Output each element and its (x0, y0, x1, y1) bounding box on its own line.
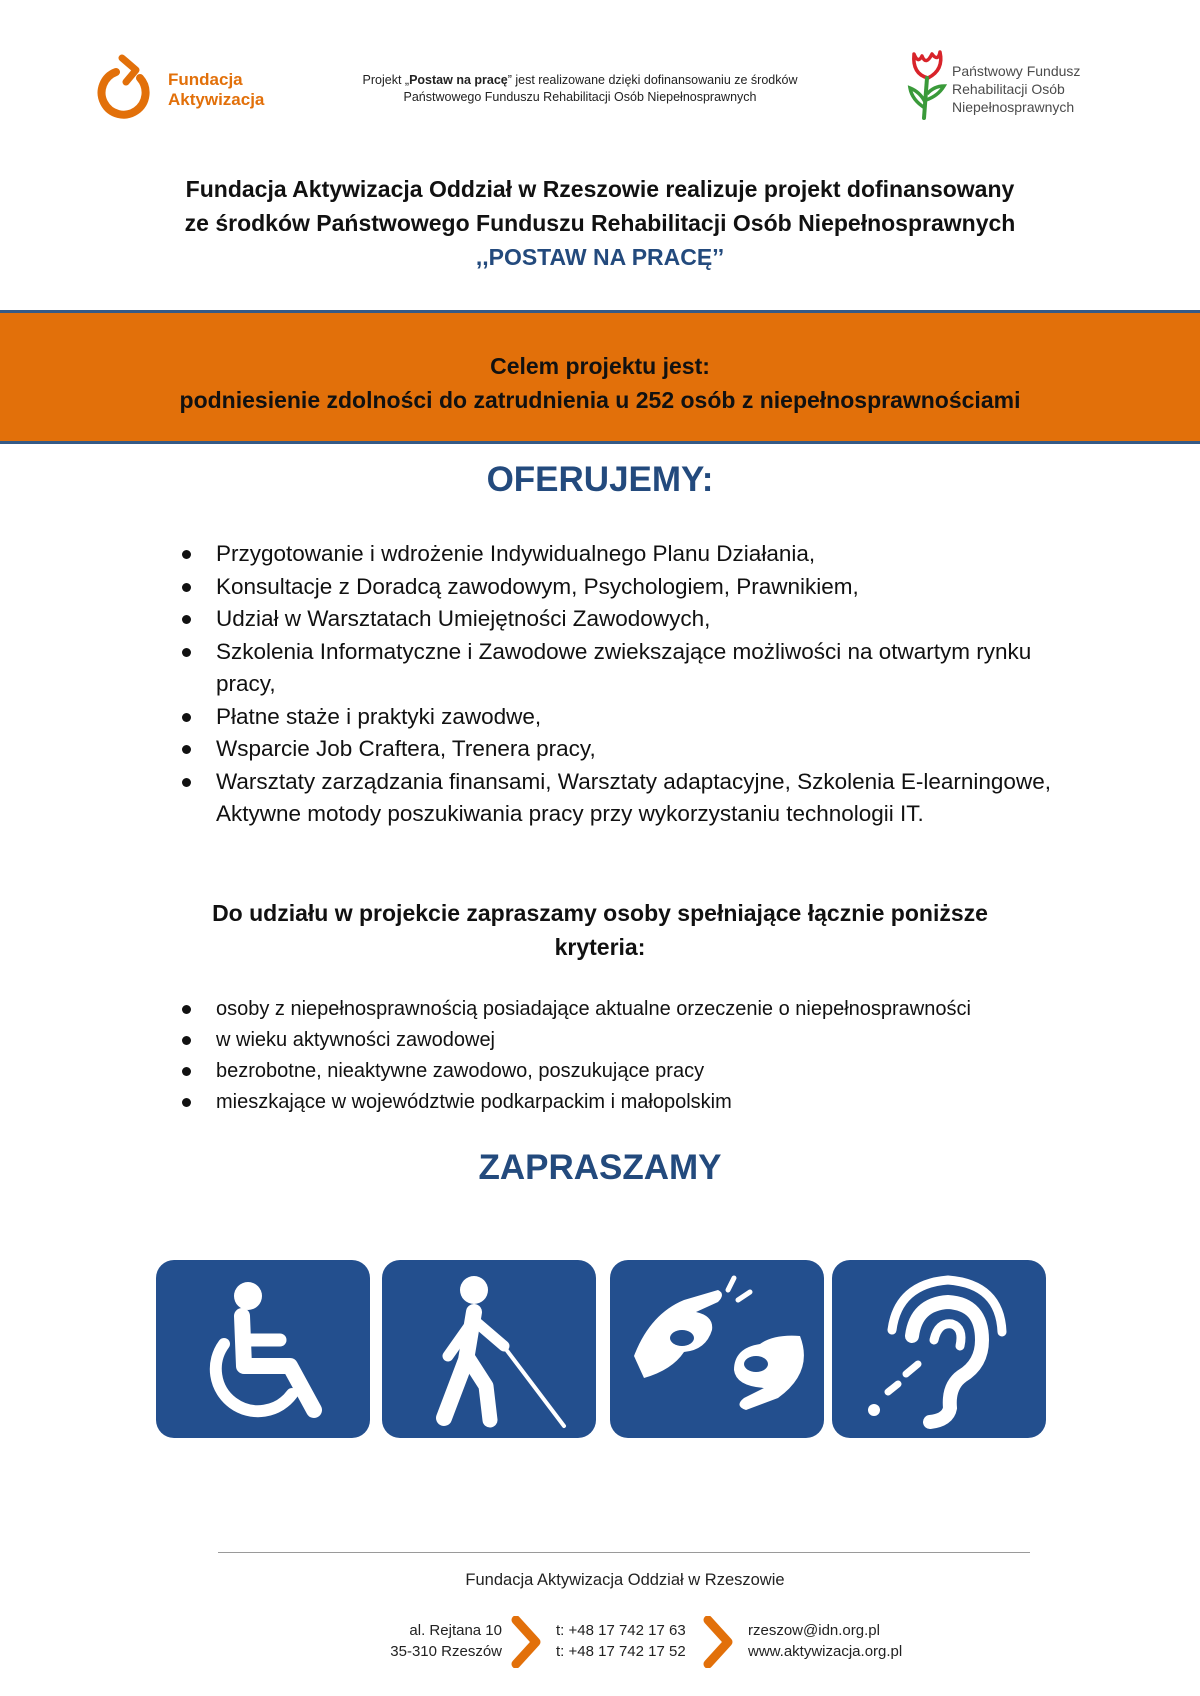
wheelchair-icon (156, 1260, 370, 1438)
footer-divider (218, 1552, 1030, 1553)
phone-2: t: +48 17 742 17 52 (556, 1643, 686, 1660)
funding-note-prefix: Projekt „ (362, 73, 410, 87)
sign-language-icon (610, 1260, 824, 1438)
footer-phones (556, 1620, 716, 1662)
list-item: Konsultacje z Doradcą zawodowym, Psychologiem, Prawnikiem, (180, 571, 1060, 604)
criteria-heading-line-2: kryteria: (554, 934, 646, 960)
offer-heading: OFERUJEMY: (486, 460, 714, 499)
footer-org-name: Fundacja Aktywizacja Oddział w Rzeszowie (465, 1571, 785, 1589)
fundacja-aktywizacja-logo-icon (96, 48, 162, 126)
funding-note-line-2: Państwowego Funduszu Rehabilitacji Osób Niepełnosprawnych (403, 90, 757, 104)
list-item: Szkolenia Informatyczne i Zawodowe zwiekszające możliwości na otwartym rynku pracy, (180, 636, 1060, 701)
project-name: ,,POSTAW NA PRACĘ’’ (475, 244, 725, 270)
goal-banner (0, 310, 1200, 444)
logo-line-2: Aktywizacja (168, 90, 265, 109)
phone-1: t: +48 17 742 17 63 (556, 1622, 686, 1639)
list-item: Udział w Warsztatach Umiejętności Zawodowych, (180, 603, 1060, 636)
criteria-list (180, 994, 1080, 1118)
list-item: Płatne staże i praktyki zawodwe, (180, 701, 1060, 734)
fundacja-aktywizacja-logo (96, 48, 306, 126)
tulip-logo-icon (906, 48, 948, 122)
chevron-right-icon (510, 1616, 544, 1668)
pfron-line-1: Państwowy Fundusz (952, 63, 1081, 79)
hearing-loop-icon (832, 1260, 1046, 1438)
offer-list (180, 538, 1060, 831)
invite-heading: ZAPRASZAMY (478, 1148, 722, 1187)
goal-line-2: podniesienie zdolności do zatrudnienia u 252 osób z niepełnosprawnościami (179, 387, 1021, 413)
chevron-right-icon (702, 1616, 736, 1668)
list-item: w wieku aktywności zawodowej (180, 1025, 1080, 1056)
criteria-heading-line-1: Do udziału w projekcie zapraszamy osoby spełniające łącznie poniższe (212, 900, 988, 926)
logo-line-1: Fundacja (168, 70, 243, 89)
address-line-2: 35-310 Rzeszów (390, 1643, 502, 1660)
list-item: mieszkające w województwie podkarpackim i małopolskim (180, 1087, 1080, 1118)
pfron-line-2: Rehabilitacji Osób (952, 81, 1065, 97)
funding-note-project: Postaw na pracę (409, 73, 508, 87)
criteria-heading (140, 896, 1060, 964)
list-item: Wsparcie Job Craftera, Trenera pracy, (180, 733, 1060, 766)
intro-text (100, 172, 1100, 274)
goal-line-1: Celem projektu jest: (490, 353, 710, 379)
intro-line-2: ze środków Państwowego Funduszu Rehabilitacji Osób Niepełnosprawnych (184, 210, 1016, 236)
address-line-1: al. Rejtana 10 (409, 1622, 502, 1639)
email-link[interactable]: rzeszow@idn.org.pl (748, 1622, 880, 1639)
list-item: Przygotowanie i wdrożenie Indywidualnego Planu Działania, (180, 538, 1060, 571)
footer-contact (748, 1620, 968, 1662)
funding-note-suffix: ” jest realizowane dzięki dofinansowaniu ze środków (507, 73, 798, 87)
list-item: Warsztaty zarządzania finansami, Warsztaty adaptacyjne, Szkolenia E-learningowe, Aktywne motody poszukiwania pracy przy wykorzystaniu technologii IT. (180, 766, 1060, 831)
website-link[interactable]: www.aktywizacja.org.pl (748, 1643, 903, 1660)
blind-person-cane-icon (382, 1260, 596, 1438)
list-item: bezrobotne, nieaktywne zawodowo, poszukujące pracy (180, 1056, 1080, 1087)
list-item: osoby z niepełnosprawnością posiadające aktualne orzeczenie o niepełnosprawności (180, 994, 1080, 1025)
funding-note (320, 72, 840, 106)
footer-address (330, 1620, 502, 1662)
pfron-line-3: Niepełnosprawnych (952, 99, 1075, 115)
pfron-logo (906, 48, 1146, 128)
intro-line-1: Fundacja Aktywizacja Oddział w Rzeszowie realizuje projekt dofinansowany (185, 176, 1015, 202)
